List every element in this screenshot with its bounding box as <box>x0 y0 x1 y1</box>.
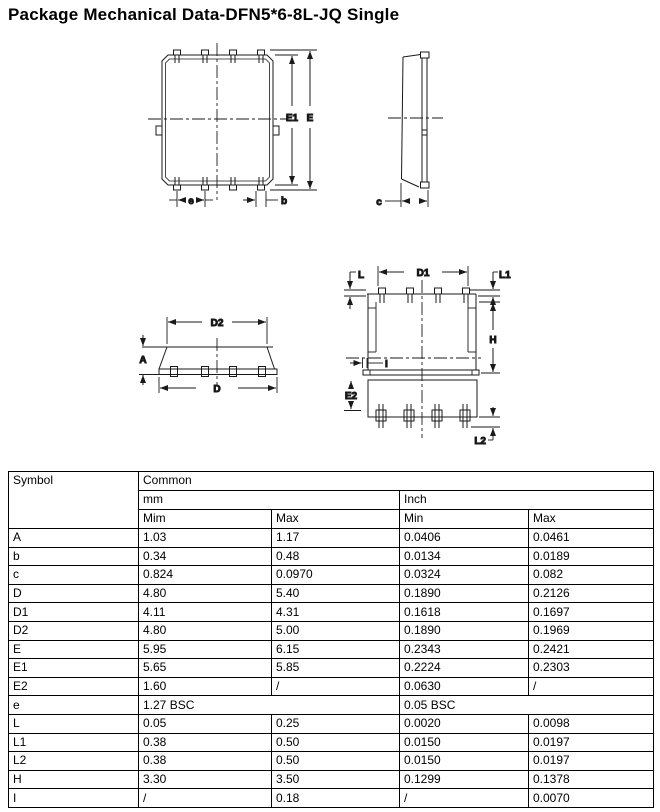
value-cell: 0.1299 <box>400 770 529 789</box>
value-cell: 0.0406 <box>400 529 529 548</box>
value-cell: 0.0150 <box>400 752 529 771</box>
bottom-terminals <box>376 404 470 428</box>
table-row <box>9 584 654 603</box>
value-cell: 0.1378 <box>529 770 654 789</box>
value-cell: 5.95 <box>139 640 272 659</box>
side-view-drawing <box>376 52 443 208</box>
header-common: Common <box>139 472 654 491</box>
dim-label-d1: D1 <box>416 268 430 279</box>
header-inch: Inch <box>400 491 654 510</box>
value-cell: 0.05 BSC <box>400 696 654 715</box>
value-cell: 5.40 <box>272 584 400 603</box>
value-cell: 0.0150 <box>400 733 529 752</box>
value-cell: 0.082 <box>529 566 654 585</box>
symbol-cell: c <box>9 566 139 585</box>
header-symbol: Symbol <box>9 472 139 529</box>
value-cell: 1.17 <box>272 529 400 548</box>
value-cell: 0.0970 <box>272 566 400 585</box>
value-cell: 0.2126 <box>529 584 654 603</box>
dim-label-b: b <box>281 196 288 207</box>
value-cell: 0.0324 <box>400 566 529 585</box>
value-cell: 4.80 <box>139 621 272 640</box>
value-cell: 5.85 <box>272 659 400 678</box>
value-cell: / <box>139 789 272 808</box>
dim-label-c: c <box>376 197 382 208</box>
value-cell: 1.03 <box>139 529 272 548</box>
value-cell: 4.11 <box>139 603 272 622</box>
value-cell: 0.0134 <box>400 547 529 566</box>
dim-label-d2: D2 <box>210 318 224 329</box>
value-cell: 1.60 <box>139 677 272 696</box>
value-cell: 0.05 <box>139 714 272 733</box>
bottom-view-drawing <box>344 266 511 447</box>
dim-label-h: H <box>489 335 497 346</box>
value-cell: 0.1697 <box>529 603 654 622</box>
symbol-cell: L <box>9 714 139 733</box>
dim-label-l1: L1 <box>499 270 511 281</box>
page-title: Package Mechanical Data-DFN5*6-8L-JQ Single <box>8 5 400 24</box>
value-cell: 0.50 <box>272 752 400 771</box>
table-header-row <box>9 472 654 491</box>
value-cell: 0.1969 <box>529 621 654 640</box>
symbol-cell: L2 <box>9 752 139 771</box>
value-cell: 3.30 <box>139 770 272 789</box>
table-row <box>9 621 654 640</box>
value-cell: 0.2303 <box>529 659 654 678</box>
symbol-cell: D <box>9 584 139 603</box>
table-row <box>9 677 654 696</box>
value-cell: 3.50 <box>272 770 400 789</box>
value-cell: 0.2224 <box>400 659 529 678</box>
dim-label-e2: E2 <box>344 391 358 402</box>
table-row <box>9 770 654 789</box>
value-cell: 5.00 <box>272 621 400 640</box>
front-view-drawing <box>139 317 277 395</box>
dim-label-l2: L2 <box>474 436 486 447</box>
value-cell: 0.0098 <box>529 714 654 733</box>
dim-label-l: L <box>358 270 365 281</box>
dim-label-e1: E1 <box>285 113 299 124</box>
value-cell: 5.65 <box>139 659 272 678</box>
header-mm-min: Mim <box>139 510 272 529</box>
symbol-cell: L1 <box>9 733 139 752</box>
value-cell: 0.0197 <box>529 752 654 771</box>
value-cell: 0.38 <box>139 733 272 752</box>
value-cell: 0.34 <box>139 547 272 566</box>
value-cell: 0.25 <box>272 714 400 733</box>
value-cell: 0.1890 <box>400 584 529 603</box>
table-row <box>9 733 654 752</box>
header-mm: mm <box>139 491 400 510</box>
value-cell: 0.0197 <box>529 733 654 752</box>
value-cell: 4.31 <box>272 603 400 622</box>
value-cell: / <box>400 789 529 808</box>
value-cell: 0.50 <box>272 733 400 752</box>
top-view-drawing <box>148 43 317 207</box>
value-cell: 0.38 <box>139 752 272 771</box>
value-cell: 0.2421 <box>529 640 654 659</box>
dim-label-d: D <box>213 384 221 395</box>
value-cell: / <box>272 677 400 696</box>
value-cell: 0.0070 <box>529 789 654 808</box>
dim-label-a: A <box>139 355 147 366</box>
symbol-cell: E1 <box>9 659 139 678</box>
header-inch-max: Max <box>529 510 654 529</box>
table-row <box>9 547 654 566</box>
symbol-cell: b <box>9 547 139 566</box>
table-row <box>9 566 654 585</box>
symbol-cell: e <box>9 696 139 715</box>
dimension-table <box>8 471 654 808</box>
dim-label-pitch-e: e <box>188 196 194 207</box>
value-cell: 0.1890 <box>400 621 529 640</box>
value-cell: 1.27 BSC <box>139 696 400 715</box>
table-body <box>9 529 654 808</box>
top-pins <box>174 50 265 63</box>
value-cell: 0.48 <box>272 547 400 566</box>
symbol-cell: I <box>9 789 139 808</box>
value-cell: 0.0630 <box>400 677 529 696</box>
value-cell: 0.0020 <box>400 714 529 733</box>
table-row <box>9 789 654 808</box>
header-inch-min: Min <box>400 510 529 529</box>
symbol-cell: D2 <box>9 621 139 640</box>
dim-label-i: I <box>385 359 388 370</box>
symbol-cell: D1 <box>9 603 139 622</box>
table-row <box>9 659 654 678</box>
value-cell: 0.18 <box>272 789 400 808</box>
bottom-pins <box>174 177 265 190</box>
dim-label-e: E <box>306 113 314 124</box>
value-cell: 0.824 <box>139 566 272 585</box>
value-cell: 0.2343 <box>400 640 529 659</box>
value-cell: 6.15 <box>272 640 400 659</box>
value-cell: 4.80 <box>139 584 272 603</box>
value-cell: 0.0189 <box>529 547 654 566</box>
table-row <box>9 696 654 715</box>
symbol-cell: A <box>9 529 139 548</box>
header-mm-max: Max <box>272 510 400 529</box>
table-row <box>9 529 654 548</box>
table-row <box>9 752 654 771</box>
table-row <box>9 714 654 733</box>
value-cell: 0.0461 <box>529 529 654 548</box>
top-terminals <box>379 288 470 303</box>
symbol-cell: H <box>9 770 139 789</box>
value-cell: / <box>529 677 654 696</box>
table-row <box>9 603 654 622</box>
symbol-cell: E <box>9 640 139 659</box>
table-row <box>9 640 654 659</box>
value-cell: 0.1618 <box>400 603 529 622</box>
symbol-cell: E2 <box>9 677 139 696</box>
